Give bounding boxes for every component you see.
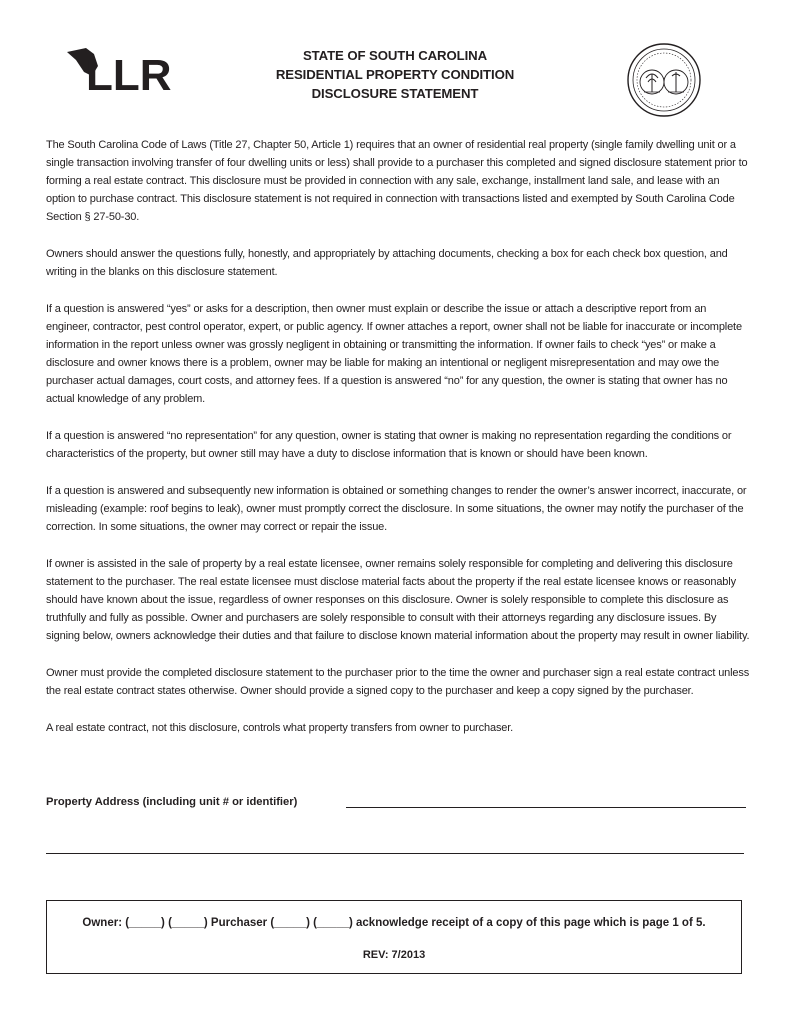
acknowledgment-box xyxy=(46,900,742,974)
property-address-label: Property Address (including unit # or identifier) xyxy=(46,796,298,808)
property-address-field[interactable] xyxy=(46,794,746,810)
paragraph-code-of-laws: The South Carolina Code of Laws (Title 27, Chapter 50, Article 1) requires that an owner of residential real property (single family dwelling unit or a single transaction involving transfer of four dwelling units or less) shall provide to a purchaser this completed and signed disclosure statement prior to forming a real estate contract. This disclosure must be provided in connection with any sale, exchange, installment land sale, and lease with an option to purchase contract. This disclosure statement is not required in connection with transactions listed and exempted by South Carolina Code Section § 27-50-30. xyxy=(46,139,748,223)
acknowledgment-text: Owner: (_____) (_____) Purchaser (_____) (_____) acknowledge receipt of a copy of this page which is page 1 of 5. xyxy=(82,917,706,929)
paragraph-new-information: If a question is answered and subsequently new information is obtained or something changes to render the owner’s answer incorrect, inaccurate, or misleading (example: roof begins to leak), owner must promptly correct the disclosure. In some situations, the owner may notify the purchaser of the correction. In some situations, the owner may correct or repair the issue. xyxy=(46,485,747,533)
property-address-line[interactable] xyxy=(346,807,746,808)
revision-label: REV: 7/2013 xyxy=(362,949,426,961)
paragraph-yes-answers: If a question is answered “yes” or asks for a description, then owner must explain or describe the issue or attach a descriptive report from an engineer, contractor, pest control operator, expert, or public agency. If owner attaches a report, owner shall not be liable for inaccurate or incomplete information in the report unless owner was grossly negligent in obtaining or transmitting the information. If owner fails to check “yes” or make a disclosure and owner knows there is a problem, owner may be liable for making an intentional or negligent misrepresentation and may owe the purchaser actual damages, court costs, and attorney fees. If a question is answered “no” for any question, the owner is stating that owner has no actual knowledge of any problem. xyxy=(46,303,742,405)
llr-logo-icon xyxy=(64,44,189,94)
document-heading xyxy=(230,46,560,103)
paragraph-answer-fully: Owners should answer the questions fully, honestly, and appropriately by attaching documents, checking a box for each check box question, and writing in the blanks on this disclosure statement. xyxy=(46,248,728,278)
property-address-line-2[interactable] xyxy=(46,853,744,854)
title-line-3: DISCLOSURE STATEMENT xyxy=(311,86,479,101)
title-line-2: RESIDENTIAL PROPERTY CONDITION xyxy=(275,67,515,82)
paragraph-provide-statement: Owner must provide the completed disclosure statement to the purchaser prior to the time the owner and purchaser sign a real estate contract unless the real estate contract states otherwise. Owner should provide a signed copy to the purchaser and keep a copy signed by the purchaser. xyxy=(46,667,750,697)
instructions-body xyxy=(46,136,750,756)
title-line-1: STATE OF SOUTH CAROLINA xyxy=(302,48,488,63)
paragraph-licensee: If owner is assisted in the sale of property by a real estate licensee, owner remains solely responsible for completing and delivering this disclosure statement to the purchaser. The real estate licensee must disclose material facts about the property if the real estate licensee knows or reasonably should have known about the issue, regardless of owner responses on this disclosure. Owner is solely responsible to complete this disclosure as truthfully and fully as possible. Owner and purchasers are solely responsible to consult with their attorneys regarding any disclosure issues. By signing below, owners acknowledge their duties and that failure to disclose known material information about the property may result in owner liability. xyxy=(46,558,750,642)
paragraph-contract-controls: A real estate contract, not this disclosure, controls what property transfers from owner to purchaser. xyxy=(46,722,514,734)
paragraph-no-representation: If a question is answered “no representation” for any question, owner is stating that owner is making no representation regarding the conditions or characteristics of the property, but owner still may have a duty to disclose information that is known or should have been known. xyxy=(46,430,732,460)
svg-text:LLR: LLR xyxy=(86,51,172,94)
state-seal-icon xyxy=(626,42,702,118)
